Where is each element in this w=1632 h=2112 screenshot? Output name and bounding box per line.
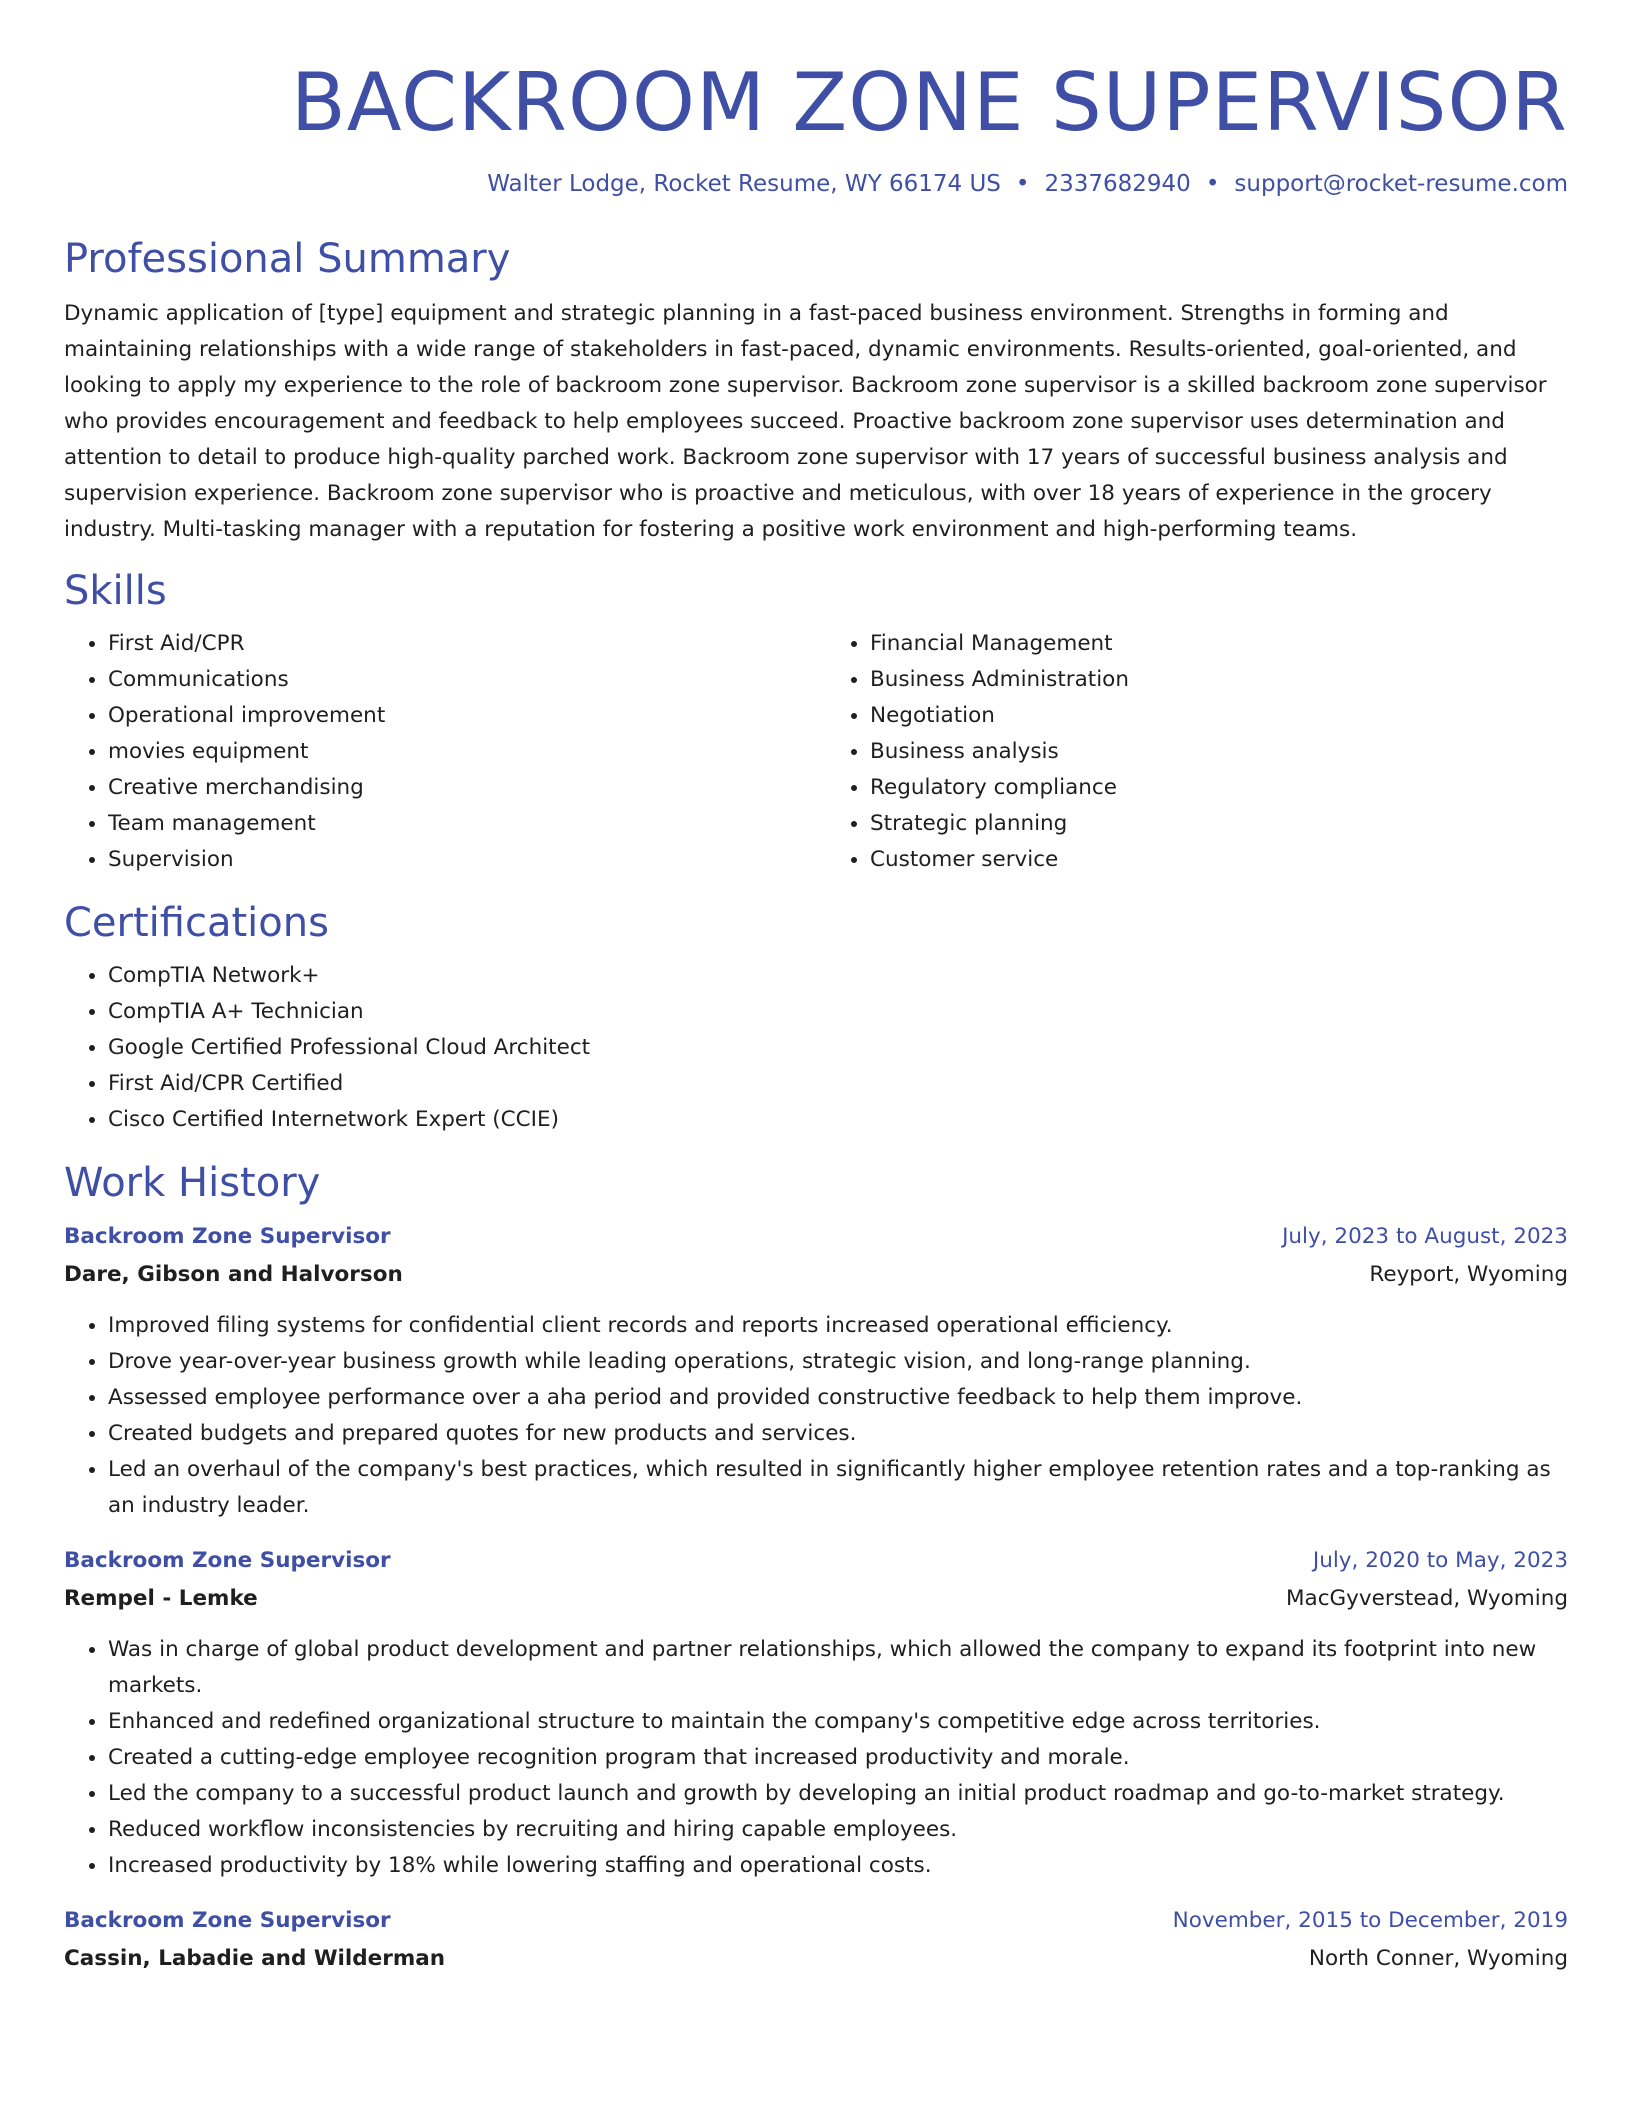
contact-separator: • [1205,171,1220,197]
skills-list-left [64,626,806,878]
skill-item: • Negotiation [870,698,1568,734]
job-location: North Conner, Wyoming [1308,1946,1568,1971]
job-header-row [64,1542,1568,1580]
job-entry [64,1218,1568,1524]
skill-item: • Team management [108,806,806,842]
certifications-section [64,898,1568,1138]
job-company-row [64,1940,1568,1978]
job-bullet: • Reduced workflow inconsistencies by recruiting and hiring capable employees. [108,1812,1568,1848]
certification-item: • CompTIA Network+ [108,958,1568,994]
job-company: Rempel - Lemke [64,1586,258,1611]
skill-item: • Business analysis [870,734,1568,770]
contact-address: Walter Lodge, Rocket Resume, WY 66174 US [487,171,1001,197]
job-company-row [64,1256,1568,1294]
contact-email: support@rocket-resume.com [1234,171,1568,197]
work-history-section [64,1158,1568,1978]
work-history-heading: Work History [64,1160,321,1206]
job-bullet: • Drove year-over-year business growth while leading operations, strategic vision, and long-range planning. [108,1344,1568,1380]
skills-list-right [826,626,1568,878]
job-dates: November, 2015 to December, 2019 [1172,1908,1568,1933]
job-bullet: • Enhanced and redefined organizational structure to maintain the company's competitive edge across territories. [108,1704,1568,1740]
skill-item: • First Aid/CPR [108,626,806,662]
job-company-row [64,1580,1568,1618]
skill-item: • Operational improvement [108,698,806,734]
job-bullet: • Created a cutting-edge employee recognition program that increased productivity and morale. [108,1740,1568,1776]
resume-page [64,50,1568,1978]
job-title: Backroom Zone Supervisor [64,1908,391,1933]
resume-title: BACKROOM ZONE SUPERVISOR [290,56,1568,149]
skill-item: • Supervision [108,842,806,878]
skills-section [64,566,1568,878]
contact-line [64,168,1568,200]
skill-item: • Customer service [870,842,1568,878]
job-bullet: • Improved filing systems for confidential client records and reports increased operational efficiency. [108,1308,1568,1344]
skills-heading: Skills [64,568,167,614]
contact-phone: 2337682940 [1044,171,1191,197]
summary-text: Dynamic application of [type] equipment and strategic planning in a fast-paced business environment. Strengths in forming and maintaining relationships with a wide range of stakeholders in fast-paced, dynamic environments. Results-oriented, goal-oriented, and looking to apply my experience to the role of backroom zone supervisor. Backroom zone supervisor is a skilled backroom zone supervisor who provides encouragement and feedback to help employees succeed. Proactive backroom zone supervisor uses determination and attention to detail to produce high-quality parched work. Backroom zone supervisor with 17 years of successful business analysis and supervision experience. Backroom zone supervisor who is proactive and meticulous, with over 18 years of experience in the grocery industry. Multi-tasking manager with a reputation for fostering a positive work environment and high-performing teams. [64,301,1547,542]
job-dates: July, 2023 to August, 2023 [1282,1224,1568,1249]
skill-item: • Communications [108,662,806,698]
job-title: Backroom Zone Supervisor [64,1224,391,1249]
job-location: MacGyverstead, Wyoming [1285,1586,1568,1611]
job-header-row [64,1218,1568,1256]
certification-item: • CompTIA A+ Technician [108,994,1568,1030]
job-bullet: • Led an overhaul of the company's best practices, which resulted in significantly higher employee retention rates and a top-ranking as an industry leader. [108,1452,1568,1524]
certifications-heading: Certifications [64,900,329,946]
job-entry [64,1542,1568,1884]
job-bullets [64,1632,1568,1884]
job-company: Dare, Gibson and Halvorson [64,1262,403,1287]
skills-grid [64,626,1568,878]
job-bullet: • Was in charge of global product development and partner relationships, which allowed the company to expand its footprint into new markets. [108,1632,1568,1704]
summary-section [64,234,1568,548]
skill-item: • movies equipment [108,734,806,770]
job-title: Backroom Zone Supervisor [64,1548,391,1573]
job-dates: July, 2020 to May, 2023 [1312,1548,1568,1573]
certification-item: • First Aid/CPR Certified [108,1066,1568,1102]
job-bullets [64,1308,1568,1524]
certification-item: • Google Certified Professional Cloud Architect [108,1030,1568,1066]
summary-heading: Professional Summary [64,236,511,282]
job-bullet: • Led the company to a successful product launch and growth by developing an initial product roadmap and go-to-market strategy. [108,1776,1568,1812]
skill-item: • Creative merchandising [108,770,806,806]
job-entry [64,1902,1568,1978]
certifications-list [64,958,1568,1138]
skill-item: • Business Administration [870,662,1568,698]
skill-item: • Strategic planning [870,806,1568,842]
job-bullet: • Assessed employee performance over a aha period and provided constructive feedback to help them improve. [108,1380,1568,1416]
skill-item: • Financial Management [870,626,1568,662]
job-company: Cassin, Labadie and Wilderman [64,1946,446,1971]
job-bullet: • Created budgets and prepared quotes for new products and services. [108,1416,1568,1452]
job-bullet: • Increased productivity by 18% while lowering staffing and operational costs. [108,1848,1568,1884]
skill-item: • Regulatory compliance [870,770,1568,806]
job-header-row [64,1902,1568,1940]
certification-item: • Cisco Certified Internetwork Expert (CCIE) [108,1102,1568,1138]
job-location: Reyport, Wyoming [1369,1262,1568,1287]
contact-separator: • [1015,171,1030,197]
